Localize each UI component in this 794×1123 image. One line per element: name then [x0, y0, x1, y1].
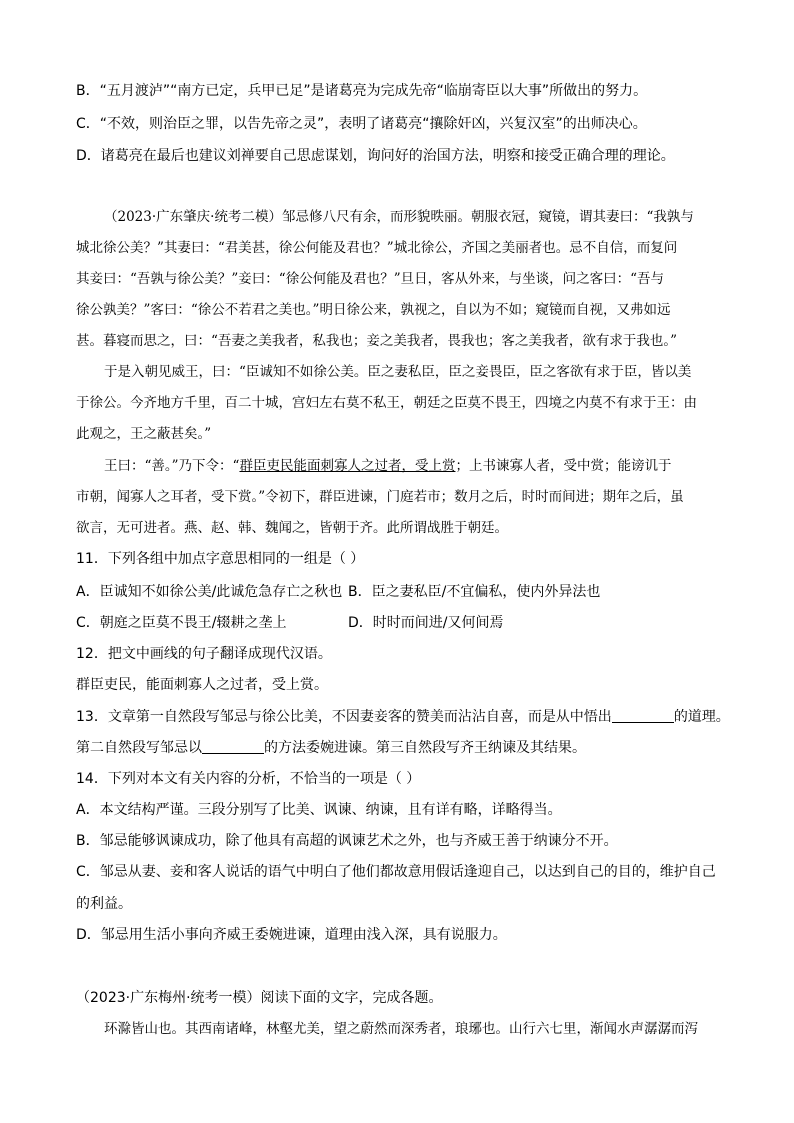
passage1-line: 其妾曰：“吾孰与徐公美？”妾曰：“徐公何能及君也？”旦日，客从外来，与坐谈，问之客曰：“吾与: [76, 271, 665, 287]
answer-blank[interactable]: [612, 708, 674, 723]
q10-option-c: C．“不效，则治臣之罪，以告先帝之灵”，表明了诸葛亮“攘除奸凶，兴复汉室”的出师决心。: [76, 116, 647, 132]
q10-option-b: B．“五月渡泸”“南方已定，兵甲已足”是诸葛亮为完成先帝“临崩寄臣以大事”所做出的努力。: [76, 83, 648, 99]
q12-stem: 12．把文中画线的句子翻译成现代汉语。: [76, 646, 332, 662]
passage1-line: 甚。暮寝而思之，曰：“吾妻之美我者，私我也；妾之美我者，畏我也；客之美我者，欲有求于我也。”: [76, 333, 678, 349]
passage1-line: （2023·广东肇庆·统考二模）邹忌修八尺有余，而形貌昳丽。朝服衣冠，窥镜，谓其妻曰：“我孰与: [104, 209, 694, 225]
q13-line2: [76, 738, 586, 758]
q10-option-d: D．诸葛亮在最后也建议刘禅要自己思虑谋划，询问好的治国方法，明察和接受正确合理的理论。: [76, 148, 675, 164]
passage1-line: 徐公孰美？”客曰：“徐公不若君之美也。”明日徐公来，孰视之，自以为不如；窥镜而自视，又弗如远: [76, 302, 671, 318]
q14-stem: 14．下列对本文有关内容的分析，不恰当的一项是（ ）: [76, 771, 421, 787]
q13-text: 的道理。: [673, 709, 730, 725]
underlined-sentence: 群臣吏民能面刺寡人之过者，受上赏: [239, 458, 456, 474]
passage1-text: 王曰：“善。”乃下令：“: [104, 458, 240, 474]
q11-option-c: C．朝庭之臣莫不畏王/辍耕之垄上: [76, 615, 287, 631]
q14-option-a: A．本文结构严谨。三段分别写了比美、讽谏、纳谏，且有详有略，详略得当。: [76, 802, 562, 818]
passage2-intro: （2023·广东梅州·统考一模）阅读下面的文字，完成各题。: [76, 990, 443, 1006]
q13-text: 13．文章第一自然段写邹忌与徐公比美，不因妻妾客的赞美而沾沾自喜，而是从中悟出: [76, 709, 612, 725]
q14-option-c-continued: 的利益。: [76, 896, 132, 912]
answer-blank[interactable]: [202, 739, 264, 754]
q13-line1: [76, 707, 730, 727]
passage2-line: 环滁皆山也。其西南诸峰，林壑尤美，望之蔚然而深秀者，琅琊也。山行六七里，渐闻水声潺潺而泻: [104, 1021, 698, 1037]
q11-stem: 11．下列各组中加点字意思相同的一组是（ ）: [76, 551, 365, 567]
q14-option-c: C．邹忌从妻、妾和客人说话的语气中明白了他们都故意用假话逢迎自己，以达到自己的目的，维护自己: [76, 864, 716, 880]
passage1-line: 欲言，无可进者。燕、赵、韩、魏闻之，皆朝于齐。此所谓战胜于朝廷。: [76, 520, 508, 536]
passage1-line: 于是入朝见威王，曰：“臣诚知不如徐公美。臣之妻私臣，臣之妾畏臣，臣之客欲有求于臣，皆以美: [104, 364, 692, 380]
passage1-line: 于徐公。今齐地方千里，百二十城，宫妇左右莫不私王，朝廷之臣莫不畏王，四境之内莫不有求于王：由: [76, 395, 697, 411]
q11-option-b: B．臣之妻私臣/不宜偏私，使内外异法也: [348, 584, 601, 600]
q11-option-d: D．时时而间进/又何间焉: [348, 615, 504, 631]
q11-option-a: A．臣诚知不如徐公美/此诚危急存亡之秋也: [76, 584, 343, 600]
q13-text: 的方法委婉进谏。第三自然段写齐王纳谏及其结果。: [264, 740, 586, 756]
q14-option-b: B．邹忌能够讽谏成功，除了他具有高超的讽谏艺术之外，也与齐威王善于纳谏分不开。: [76, 833, 618, 849]
q14-option-d: D．邹忌用生活小事向齐威王委婉进谏，道理由浅入深，具有说服力。: [76, 927, 507, 943]
q12-sentence: 群臣吏民，能面刺寡人之过者，受上赏。: [76, 677, 328, 693]
passage1-line: 此观之，王之蔽甚矣。”: [76, 426, 212, 442]
passage1-text: ；上书谏寡人者，受中赏；能谤讥于: [455, 458, 672, 474]
q13-text: 第二自然段写邹忌以: [76, 740, 202, 756]
passage1-line: 市朝，闻寡人之耳者，受下赏。”令初下，群臣进谏，门庭若市；数月之后，时时而间进；期年之后，虽: [76, 489, 684, 505]
passage1-line: 城北徐公美？”其妻曰：“君美甚，徐公何能及君也？”城北徐公，齐国之美丽者也。忌不自信，而复问: [76, 240, 678, 256]
passage1-line: [104, 456, 671, 476]
